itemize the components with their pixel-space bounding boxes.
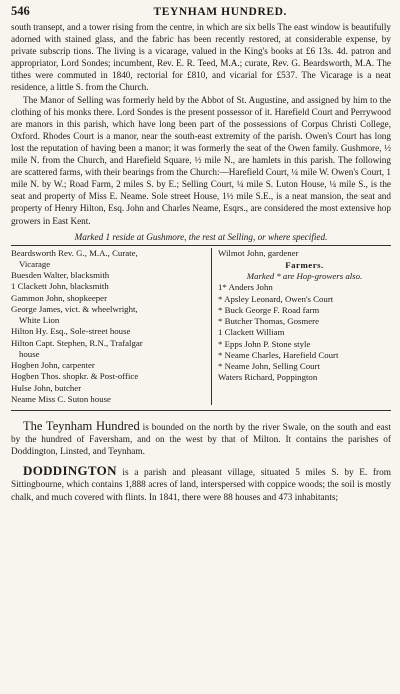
residents-column (11, 248, 212, 406)
farmer-entry: 1* Anders John (218, 282, 273, 293)
farmers-subheading: Marked * are Hop-growers also. (246, 271, 363, 282)
doddington-paragraph (11, 465, 391, 504)
doddington-lead: DODDINGTON (23, 463, 117, 479)
farmers-heading: Farmers. (285, 259, 324, 270)
resident-name: Hulse John, butcher (11, 382, 82, 393)
hundred-text: is bounded on the north by the river Swale, on the south and east by the hundred of Faversham, and on the west by that of Milton. It contains the parishes of Doddington, Linsted, and Teynham. (11, 423, 391, 458)
resident-name: George James, vict. & wheelwright, (11, 303, 138, 314)
farmer-entry: * Neame Charles, Harefield Court (218, 349, 339, 360)
resident-entry (11, 326, 207, 337)
resident-name: Neame Miss C. Suton house (11, 393, 111, 404)
farmer-entry: * Epps John P. Stone style (218, 338, 311, 349)
resident-name: Hilton Capt. Stephen, R.N., Trafalgar (11, 337, 143, 348)
resident-entry (11, 248, 207, 271)
resident-entry (11, 371, 207, 382)
divider (11, 410, 391, 411)
farmers-column (212, 248, 391, 406)
manor-paragraph: The Manor of Selling was formerly held by the Abbot of St. Augustine, and assigned by him to the clothing of his monks there. Lord Sondes is the present possessor of it. Harefield Court and Perrywood are manors in this parish, which have long been part of the possessions of Corpus Christi College, Oxford. Rhodes Court is a manor, near the south-east extremity of the parish. Owen's Court has long lost the reputation of having been a manor; it was formerly the seat of the Owen family. Gushmore, ½ mile N. from the Church, and Harefield Square, ½ mile N., are hamlets in this parish. The following are scattered farms, with their bearings from the Church:—Harefield Court, ¼ mile W. Owen's Court, 1 mile N. by W.; Road Farm, 2 miles S. by E.; Selling Court, ¼ mile S. Luton House, ¼ mile S., is the seat and property of Miss E. Neame. Sole street House, 1½ mile S.E., is a neat mansion, the seat and property of Henry Hilton, Esq. John and Charles Neame, Esqrs., are considered the most extensive hop growers in East Kent. (11, 94, 391, 226)
resident-name: Hogben Thos. shopkr. & Post-office (11, 371, 139, 382)
resident-entry (11, 360, 207, 371)
resident-name: Gammon John, shopkeeper (11, 292, 108, 303)
resident-entry: Wilmot John, gardener (218, 247, 299, 258)
hundred-lead: The Teynham Hundred (23, 419, 140, 434)
resident-entry (11, 394, 207, 405)
resident-detail: Vicarage (19, 258, 51, 269)
church-paragraph: south transept, and a tower rising from the centre, in which are six bells The east window is beautifully adorned with stained glass, and the fabric has been recently restored, at considerable expense, by private subscrip tions. The living is a vicarage, valued in the King's books at £6 13s. 4d. patron and appropriator, Lord Sondes; incumbent, Rev. E. R. Teed, M.A.; curate, Rev. G. Beardsworth, M.A. The tithes were commuted in 1840, rectorial for £810, and vicarial for £537. The Vicarage is a neat residence, a little S. from the Church. (11, 22, 391, 93)
farmer-entry: 1 Clackett William (218, 327, 285, 338)
resident-entry (11, 270, 207, 281)
resident-entry (11, 293, 207, 304)
resident-entry (11, 338, 207, 361)
farmer-entry: * Neame John, Selling Court (218, 361, 320, 372)
resident-name: Hogben John, carpenter (11, 360, 95, 371)
farmer-entry: * Butcher Thomas, Gosmere (218, 316, 319, 327)
resident-name: Buesden Walter, blacksmith (11, 270, 110, 281)
page-header (11, 4, 391, 21)
resident-entry (11, 304, 207, 327)
resident-detail: house (19, 348, 40, 359)
resident-entry (11, 281, 207, 292)
farmer-entry: Waters Richard, Poppington (218, 372, 318, 383)
farmer-entry: * Buck George F. Road farm (218, 304, 320, 315)
hundred-paragraph (11, 420, 391, 458)
running-title: TEYNHAM HUNDRED. (153, 6, 287, 18)
resident-entry (11, 383, 207, 394)
farmers-list (218, 282, 391, 383)
farmer-entry: * Apsley Leonard, Owen's Court (218, 293, 334, 304)
resident-name: Beardsworth Rev. G., M.A., Curate, (11, 247, 138, 258)
directory-listing (11, 248, 391, 406)
doddington-text: is a parish and pleasant village, situated 5 miles S. by E. from Sittingbourne, which contains 1,888 acres of land, interspersed with coppice woods; the soil is mostly chalk, and much covered with flints. In 1841, there were 88 houses and 473 inhabitants; (11, 468, 391, 503)
resident-name: Hilton Hy. Esq., Sole-street house (11, 326, 131, 337)
divider (11, 245, 391, 246)
residence-note: Marked 1 reside at Gushmore, the rest at Selling, or where specified. (74, 231, 328, 242)
resident-detail: White Lion (19, 315, 60, 326)
page-number: 546 (11, 4, 30, 18)
resident-name: 1 Clackett John, blacksmith (11, 281, 109, 292)
